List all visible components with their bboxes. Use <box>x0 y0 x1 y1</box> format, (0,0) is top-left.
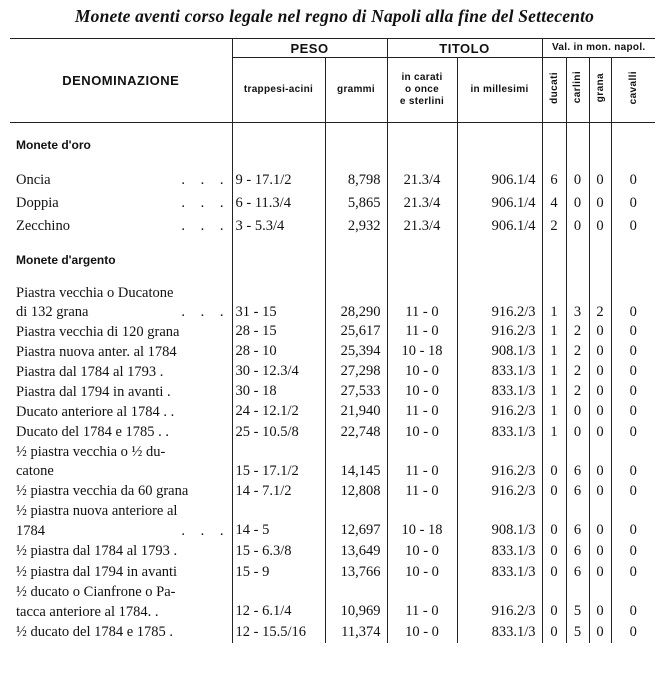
cell-carati: 11 - 0 <box>387 322 457 342</box>
cell-grammi: 2,932 <box>325 215 387 238</box>
cell-grammi: 22,748 <box>325 422 387 443</box>
cell-millesimi: 916.2/3 <box>457 303 542 322</box>
cell-millesimi: 916.2/3 <box>457 481 542 502</box>
cell-grammi: 10,969 <box>325 602 387 622</box>
cell-trappesi: 28 - 15 <box>232 322 325 342</box>
table-row <box>10 622 655 643</box>
row-name: Zecchino <box>16 218 70 234</box>
cell-ducati: 0 <box>542 602 566 622</box>
row-name-line2: 1784 <box>16 522 45 539</box>
header-carati-line1: in carati <box>401 72 443 83</box>
cell-grana: 0 <box>589 481 611 502</box>
cell-grana: 0 <box>589 422 611 443</box>
cell-cavalli: 0 <box>611 562 655 583</box>
cell-grammi: 27,533 <box>325 382 387 402</box>
cell-grana: 0 <box>589 462 611 481</box>
cell-cavalli: 0 <box>611 602 655 622</box>
cell-carlini: 0 <box>566 192 589 215</box>
cell-carlini: 6 <box>566 562 589 583</box>
cell-grana: 0 <box>589 192 611 215</box>
cell-cavalli: 0 <box>611 192 655 215</box>
header-ducati <box>542 58 566 123</box>
cell-carlini: 2 <box>566 362 589 382</box>
cell-trappesi: 9 - 17.1/2 <box>232 169 325 192</box>
cell-carlini: 2 <box>566 382 589 402</box>
cell-ducati: 0 <box>542 481 566 502</box>
cell-carlini: 0 <box>566 402 589 422</box>
cell-cavalli: 0 <box>611 402 655 422</box>
cell-grammi: 12,808 <box>325 481 387 502</box>
cell-millesimi: 916.2/3 <box>457 322 542 342</box>
cell-trappesi: 25 - 10.5/8 <box>232 422 325 443</box>
cell-millesimi: 916.2/3 <box>457 602 542 622</box>
section-argento: Monete d'argento <box>16 252 116 267</box>
row-name-line1: Piastra vecchia o Ducatone <box>16 285 174 301</box>
cell-ducati: 1 <box>542 402 566 422</box>
cell-millesimi: 908.1/3 <box>457 521 542 541</box>
header-titolo: TITOLO <box>387 39 542 58</box>
row-name-line2: catone <box>16 463 54 479</box>
row-name: Piastra nuova anter. al 1784 <box>16 343 177 360</box>
row-name: Piastra vecchia di 120 grana <box>16 323 180 340</box>
table-row <box>10 422 655 443</box>
cell-millesimi: 833.1/3 <box>457 382 542 402</box>
cell-ducati: 1 <box>542 382 566 402</box>
cell-ducati: 1 <box>542 342 566 362</box>
cell-millesimi: 906.1/4 <box>457 192 542 215</box>
header-carati-line3: e sterlini <box>399 96 445 107</box>
cell-trappesi: 15 - 9 <box>232 562 325 583</box>
cell-cavalli: 0 <box>611 169 655 192</box>
cell-carati: 11 - 0 <box>387 481 457 502</box>
leader-dots: . . . <box>181 218 230 234</box>
cell-cavalli: 0 <box>611 215 655 238</box>
cell-ducati: 0 <box>542 562 566 583</box>
cell-carlini: 2 <box>566 342 589 362</box>
cell-millesimi: 833.1/3 <box>457 362 542 382</box>
header-cavalli-label: cavalli <box>627 70 639 105</box>
table-row <box>10 322 655 342</box>
cell-grana: 0 <box>589 402 611 422</box>
table-row <box>10 462 655 481</box>
cell-millesimi: 833.1/3 <box>457 541 542 562</box>
cell-grammi: 13,649 <box>325 541 387 562</box>
cell-carlini: 6 <box>566 521 589 541</box>
cell-carati: 11 - 0 <box>387 402 457 422</box>
cell-cavalli: 0 <box>611 521 655 541</box>
header-grana <box>589 58 611 123</box>
cell-cavalli: 0 <box>611 422 655 443</box>
cell-carlini: 2 <box>566 322 589 342</box>
table-row <box>10 481 655 502</box>
header-carlini <box>566 58 589 123</box>
row-name: ½ piastra vecchia da 60 grana <box>16 483 189 499</box>
row-name: Oncia <box>16 172 51 188</box>
cell-grammi: 12,697 <box>325 521 387 541</box>
table-row <box>10 169 655 192</box>
table-row <box>10 362 655 382</box>
cell-millesimi: 833.1/3 <box>457 422 542 443</box>
cell-grana: 0 <box>589 622 611 643</box>
table-row <box>10 602 655 622</box>
cell-cavalli: 0 <box>611 342 655 362</box>
cell-ducati: 6 <box>542 169 566 192</box>
header-grana-label: grana <box>594 72 606 103</box>
cell-cavalli: 0 <box>611 382 655 402</box>
row-name: Doppia <box>16 195 59 211</box>
cell-grammi: 8,798 <box>325 169 387 192</box>
cell-cavalli: 0 <box>611 322 655 342</box>
cell-cavalli: 0 <box>611 303 655 322</box>
cell-grana: 0 <box>589 562 611 583</box>
cell-trappesi: 15 - 6.3/8 <box>232 541 325 562</box>
cell-carlini: 5 <box>566 622 589 643</box>
leader-dots: . . . <box>181 195 230 211</box>
cell-carlini: 0 <box>566 215 589 238</box>
row-name-line2: tacca anteriore al 1784. . <box>16 603 159 620</box>
table-row <box>10 303 655 322</box>
cell-grammi: 25,394 <box>325 342 387 362</box>
cell-carati: 10 - 0 <box>387 382 457 402</box>
cell-grana: 0 <box>589 362 611 382</box>
table-title: Monete aventi corso legale nel regno di Napoli alla fine del Settecento <box>74 6 595 26</box>
cell-carati: 10 - 0 <box>387 541 457 562</box>
header-carlini-label: carlini <box>572 71 583 104</box>
cell-grammi: 5,865 <box>325 192 387 215</box>
cell-ducati: 0 <box>542 462 566 481</box>
cell-trappesi: 28 - 10 <box>232 342 325 362</box>
cell-millesimi: 906.1/4 <box>457 169 542 192</box>
cell-trappesi: 12 - 15.5/16 <box>232 622 325 643</box>
cell-ducati: 2 <box>542 215 566 238</box>
cell-ducati: 4 <box>542 192 566 215</box>
header-carati <box>387 58 457 123</box>
cell-millesimi: 916.2/3 <box>457 402 542 422</box>
table-row <box>10 342 655 362</box>
table-row <box>10 382 655 402</box>
cell-carati: 10 - 18 <box>387 342 457 362</box>
cell-trappesi: 15 - 17.1/2 <box>232 462 325 481</box>
cell-ducati: 0 <box>542 521 566 541</box>
cell-carati: 21.3/4 <box>387 215 457 238</box>
header-ducati-label: ducati <box>548 71 560 104</box>
cell-ducati: 1 <box>542 422 566 443</box>
cell-trappesi: 3 - 5.3/4 <box>232 215 325 238</box>
header-denominazione: DENOMINAZIONE <box>10 39 232 123</box>
cell-carlini: 6 <box>566 481 589 502</box>
header-valore: Val. in mon. napol. <box>542 39 655 58</box>
cell-trappesi: 31 - 15 <box>232 303 325 322</box>
table-row <box>10 215 655 238</box>
cell-grana: 0 <box>589 215 611 238</box>
table-row <box>10 521 655 541</box>
cell-trappesi: 14 - 5 <box>232 521 325 541</box>
cell-carlini: 6 <box>566 541 589 562</box>
header-millesimi: in millesimi <box>457 58 542 123</box>
cell-grana: 0 <box>589 602 611 622</box>
row-name: Ducato anteriore al 1784 . . <box>16 403 175 420</box>
row-name: ½ ducato del 1784 e 1785 . <box>16 624 174 640</box>
header-peso: PESO <box>232 39 387 58</box>
cell-ducati: 0 <box>542 622 566 643</box>
cell-grana: 0 <box>589 322 611 342</box>
row-name: ½ piastra dal 1784 al 1793 . <box>16 543 178 559</box>
cell-grana: 0 <box>589 342 611 362</box>
row-name: ½ piastra dal 1794 in avanti <box>16 564 178 580</box>
row-name-line1: ½ piastra vecchia o ½ du- <box>16 444 166 460</box>
cell-grana: 0 <box>589 541 611 562</box>
cell-grammi: 14,145 <box>325 462 387 481</box>
cell-trappesi: 14 - 7.1/2 <box>232 481 325 502</box>
cell-ducati: 1 <box>542 322 566 342</box>
header-trappesi: trappesi-acini <box>232 58 325 123</box>
cell-cavalli: 0 <box>611 541 655 562</box>
cell-grana: 0 <box>589 521 611 541</box>
cell-grana: 2 <box>589 303 611 322</box>
cell-carati: 10 - 0 <box>387 622 457 643</box>
cell-carati: 10 - 0 <box>387 562 457 583</box>
header-carati-line2: o once <box>404 84 440 95</box>
cell-cavalli: 0 <box>611 481 655 502</box>
cell-ducati: 0 <box>542 541 566 562</box>
cell-grammi: 21,940 <box>325 402 387 422</box>
header-grammi: grammi <box>325 58 387 123</box>
cell-trappesi: 30 - 12.3/4 <box>232 362 325 382</box>
cell-carlini: 3 <box>566 303 589 322</box>
cell-carlini: 0 <box>566 422 589 443</box>
cell-trappesi: 6 - 11.3/4 <box>232 192 325 215</box>
row-name: Piastra dal 1794 in avanti . <box>16 383 171 400</box>
cell-carlini: 5 <box>566 602 589 622</box>
table-row <box>10 402 655 422</box>
cell-millesimi: 833.1/3 <box>457 562 542 583</box>
cell-grana: 0 <box>589 169 611 192</box>
coin-table <box>10 38 655 643</box>
table-row <box>10 541 655 562</box>
cell-carati: 11 - 0 <box>387 303 457 322</box>
cell-grammi: 13,766 <box>325 562 387 583</box>
cell-carati: 10 - 0 <box>387 362 457 382</box>
cell-cavalli: 0 <box>611 362 655 382</box>
cell-trappesi: 30 - 18 <box>232 382 325 402</box>
cell-carati: 21.3/4 <box>387 192 457 215</box>
header-cavalli <box>611 58 655 123</box>
row-name-line2: di 132 grana <box>16 304 89 320</box>
cell-carati: 10 - 18 <box>387 521 457 541</box>
leader-dots: . . . <box>181 304 230 320</box>
cell-cavalli: 0 <box>611 462 655 481</box>
cell-millesimi: 908.1/3 <box>457 342 542 362</box>
section-oro: Monete d'oro <box>16 137 91 152</box>
cell-carati: 11 - 0 <box>387 462 457 481</box>
cell-trappesi: 12 - 6.1/4 <box>232 602 325 622</box>
row-name: Ducato del 1784 e 1785 . . <box>16 424 170 440</box>
cell-carati: 10 - 0 <box>387 422 457 443</box>
cell-trappesi: 24 - 12.1/2 <box>232 402 325 422</box>
cell-carlini: 0 <box>566 169 589 192</box>
cell-grammi: 25,617 <box>325 322 387 342</box>
table-row <box>10 192 655 215</box>
cell-grammi: 27,298 <box>325 362 387 382</box>
cell-grammi: 28,290 <box>325 303 387 322</box>
cell-cavalli: 0 <box>611 622 655 643</box>
cell-carati: 11 - 0 <box>387 602 457 622</box>
cell-millesimi: 906.1/4 <box>457 215 542 238</box>
cell-grana: 0 <box>589 382 611 402</box>
leader-dots: . . . <box>181 522 230 539</box>
cell-carati: 21.3/4 <box>387 169 457 192</box>
row-name-line1: ½ piastra nuova anteriore al <box>16 503 178 519</box>
row-name-line1: ½ ducato o Cianfrone o Pa- <box>16 584 176 600</box>
row-name: Piastra dal 1784 al 1793 . <box>16 363 164 380</box>
cell-carlini: 6 <box>566 462 589 481</box>
leader-dots: . . . <box>181 172 230 188</box>
table-row <box>10 562 655 583</box>
cell-ducati: 1 <box>542 303 566 322</box>
cell-millesimi: 833.1/3 <box>457 622 542 643</box>
cell-ducati: 1 <box>542 362 566 382</box>
cell-grammi: 11,374 <box>325 622 387 643</box>
cell-millesimi: 916.2/3 <box>457 462 542 481</box>
